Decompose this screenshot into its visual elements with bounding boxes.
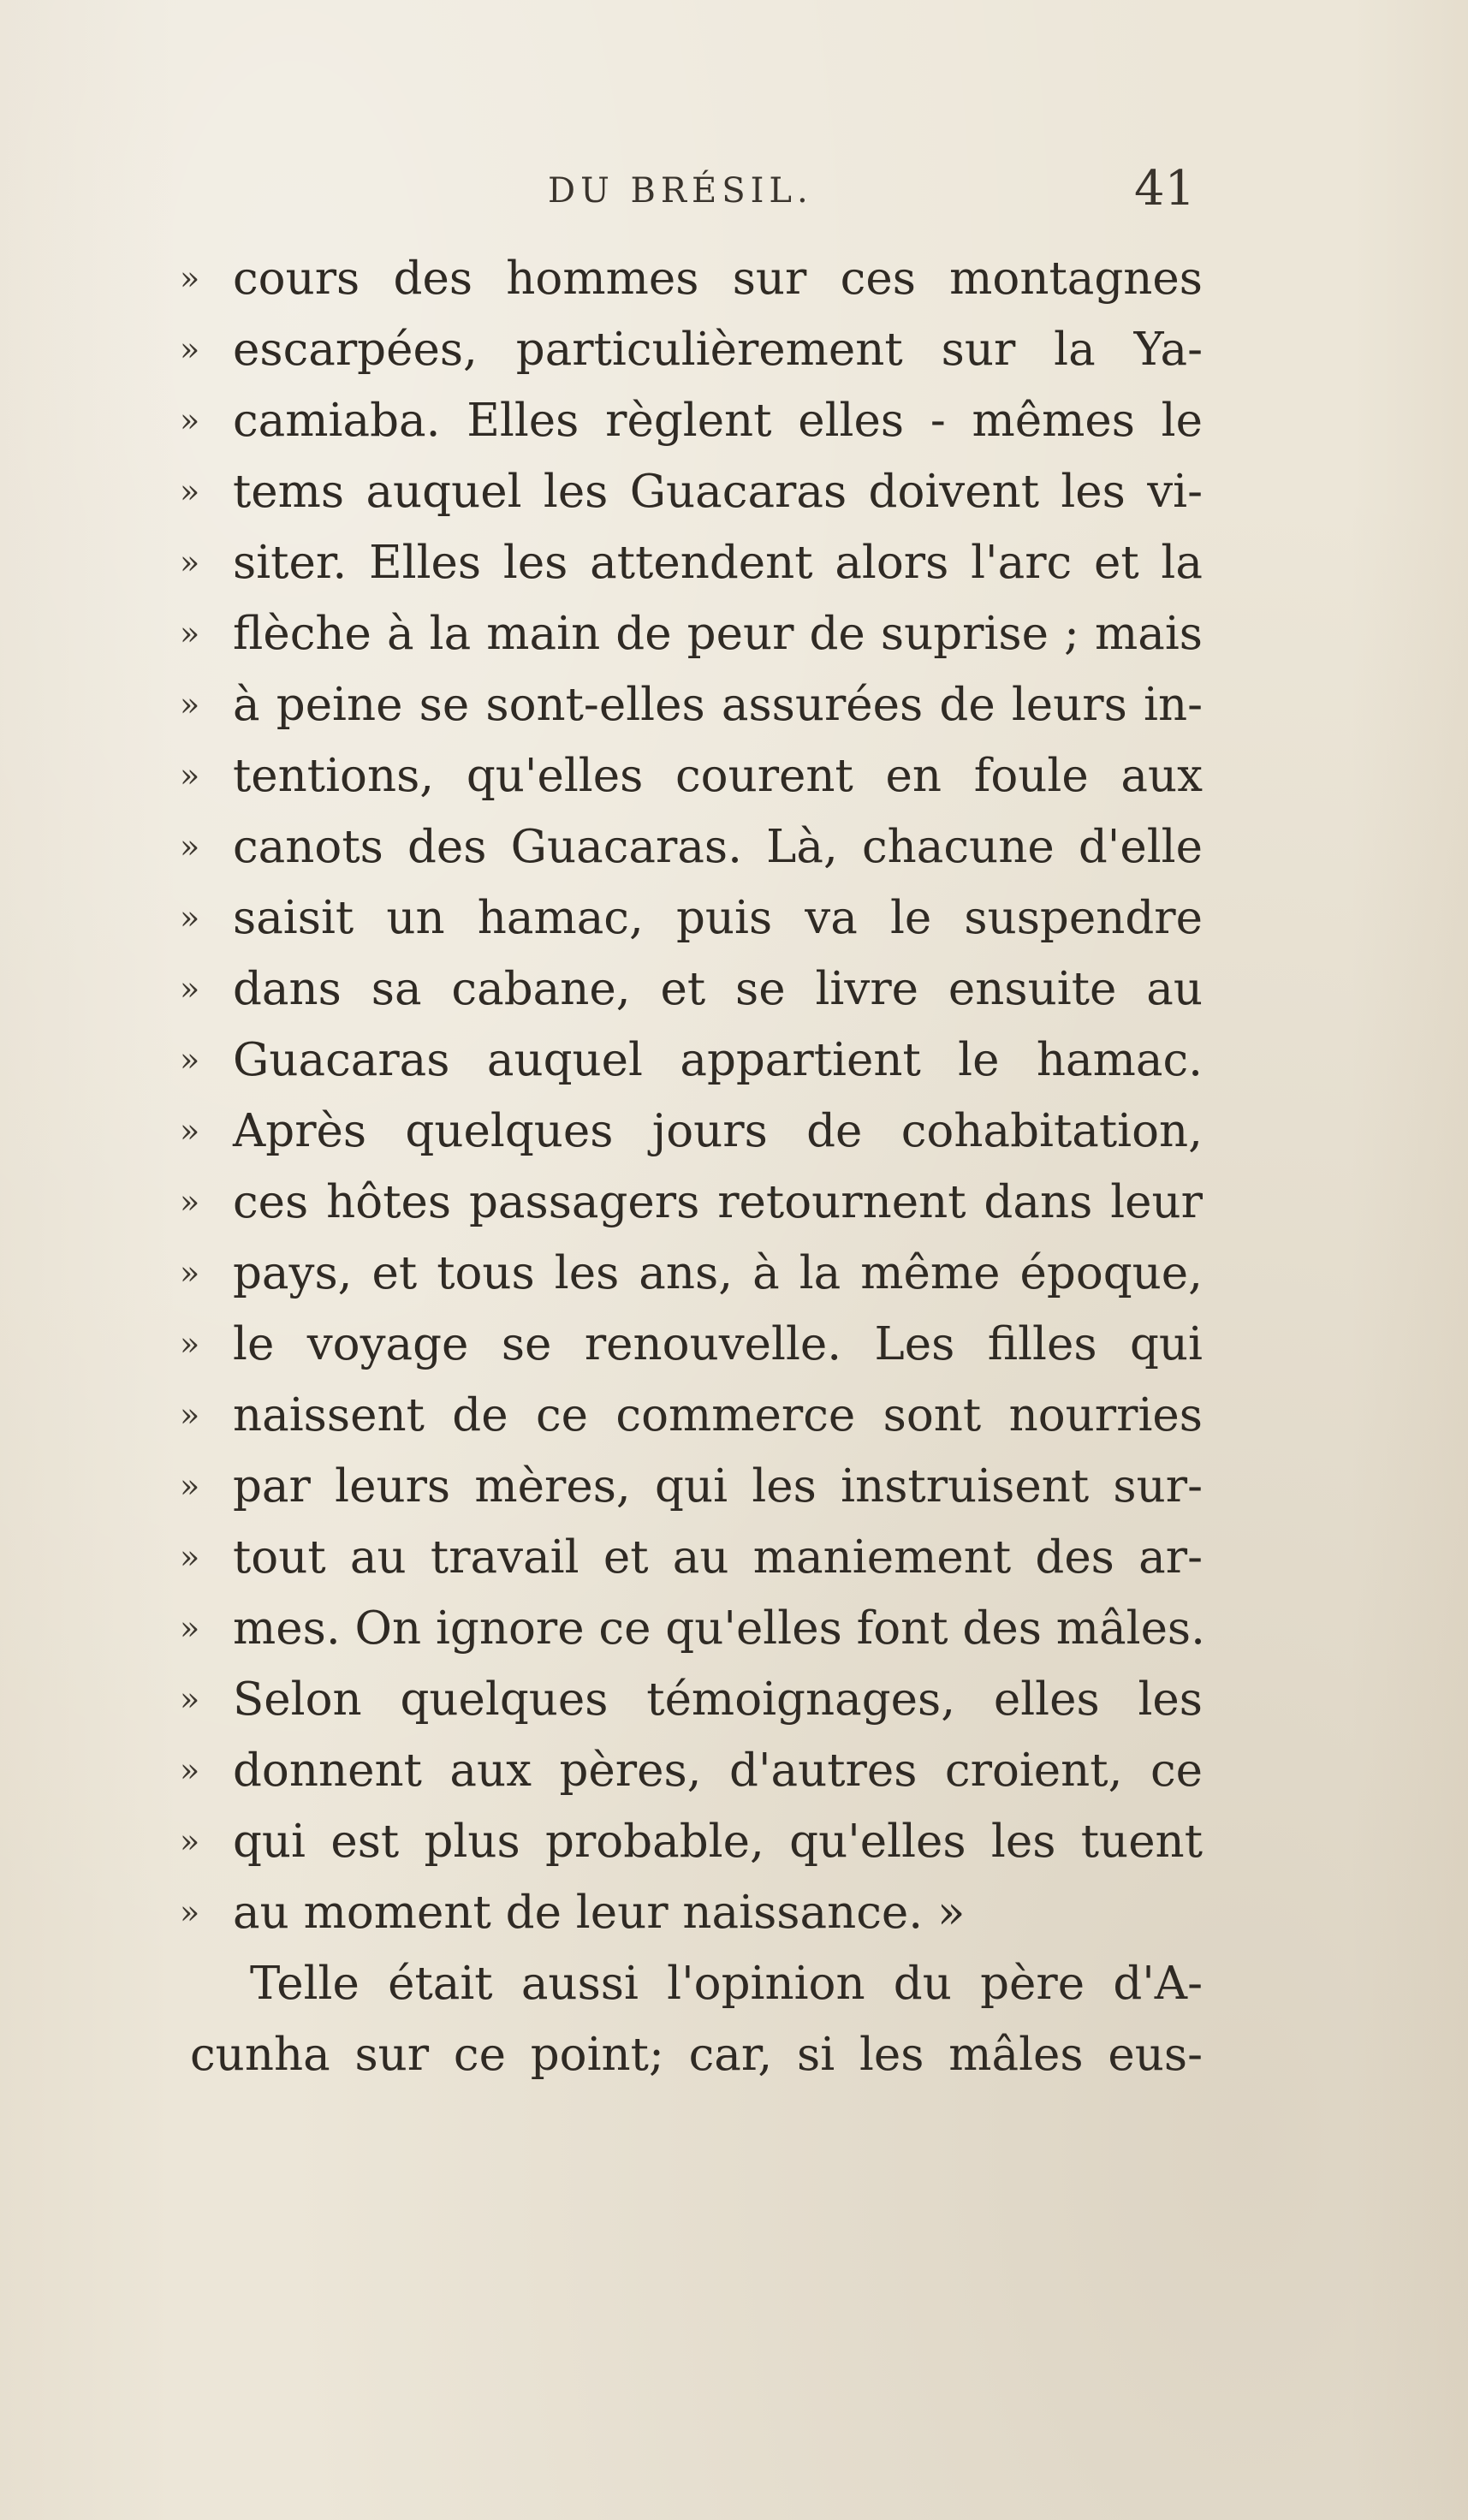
text-line [180,1593,1203,1664]
line-text: Après quelques jours de cohabitation, [233,1105,1203,1157]
line-text: par leurs mères, qui les instruisent sur- [233,1460,1203,1513]
quote-mark: » [180,1112,200,1150]
text-line [180,883,1203,954]
line-text: tentions, qu'elles courent en foule aux [233,750,1203,802]
quote-mark: » [180,686,200,723]
text-line [180,1380,1203,1451]
text-line [180,1238,1203,1309]
quote-mark: » [180,1325,200,1363]
quote-mark: » [180,1893,200,1931]
line-text: siter. Elles les attendent alors l'arc et la [233,537,1203,589]
quote-mark: » [180,970,200,1007]
text-line [180,1167,1203,1238]
line-text: donnent aux pères, d'autres croient, ce [233,1744,1203,1797]
line-text: tout au travail et au maniement des ar- [233,1531,1203,1584]
line-text: cunha sur ce point; car, si les mâles eus- [190,2029,1203,2081]
line-text: escarpées, particulièrement sur la Ya- [233,324,1203,376]
line-text: au moment de leur naissance. » [233,1887,966,1939]
line-text: le voyage se renouvelle. Les filles qui [233,1318,1203,1370]
line-text: mes. On ignore ce qu'elles font des mâles. [233,1602,1205,1655]
quote-mark: » [180,757,200,794]
text-line [180,1522,1203,1593]
quote-mark: » [180,259,200,297]
line-text: naissent de ce commerce sont nourries [233,1389,1203,1441]
quote-mark: » [180,1041,200,1079]
quote-mark: » [180,472,200,510]
line-text: qui est plus probable, qu'elles les tuent [233,1816,1203,1868]
quote-mark: » [180,401,200,439]
line-text: tems auquel les Guacaras doivent les vi- [233,466,1203,518]
line-text: saisit un hamac, puis va le suspendre [233,892,1203,944]
text-line [180,811,1203,883]
text-line [180,1025,1203,1096]
body-text [180,243,1203,2090]
text-line [180,740,1203,811]
quote-mark: » [180,544,200,581]
text-line [180,954,1203,1025]
line-text: flèche à la main de peur de suprise ; mais [233,608,1203,660]
text-line [180,314,1203,385]
text-line [180,527,1203,598]
quote-mark: » [180,1183,200,1221]
quote-mark: » [180,615,200,652]
text-line [180,2019,1203,2090]
line-text: canots des Guacaras. Là, chacune d'elle [233,821,1203,873]
quote-mark: » [180,1396,200,1434]
running-title: DU BRÉSIL. [548,171,813,211]
text-line [180,243,1203,314]
line-text: cours des hommes sur ces montagnes [233,253,1203,305]
text-line [180,1309,1203,1380]
page-number: 41 [1134,161,1196,217]
quote-mark: » [180,1254,200,1292]
line-text: ces hôtes passagers retournent dans leur [233,1176,1203,1228]
quote-mark: » [180,1467,200,1505]
text-line [180,456,1203,527]
text-line [180,598,1203,669]
text-line [180,1664,1203,1735]
text-line [180,1877,1203,1948]
line-text: Telle était aussi l'opinion du père d'A- [250,1958,1203,2010]
line-text: Guacaras auquel appartient le hamac. [233,1034,1203,1086]
line-text: camiaba. Elles règlent elles - mêmes le [233,395,1203,447]
line-text: Selon quelques témoignages, elles les [233,1673,1203,1726]
line-text: à peine se sont-elles assurées de leurs in- [233,679,1203,731]
quote-mark: » [180,1751,200,1789]
text-line [180,669,1203,740]
quote-mark: » [180,899,200,936]
quote-mark: » [180,1538,200,1576]
quote-mark: » [180,330,200,368]
paragraph-first-line [180,1948,1203,2019]
quote-mark: » [180,1680,200,1718]
text-line [180,1096,1203,1167]
quote-mark: » [180,1822,200,1860]
text-line [180,1451,1203,1522]
quote-mark: » [180,828,200,865]
text-line [180,1806,1203,1877]
line-text: dans sa cabane, et se livre ensuite au [233,963,1203,1015]
text-line [180,1735,1203,1806]
quote-mark: » [180,1609,200,1647]
text-line [180,385,1203,456]
line-text: pays, et tous les ans, à la même époque, [233,1247,1203,1299]
